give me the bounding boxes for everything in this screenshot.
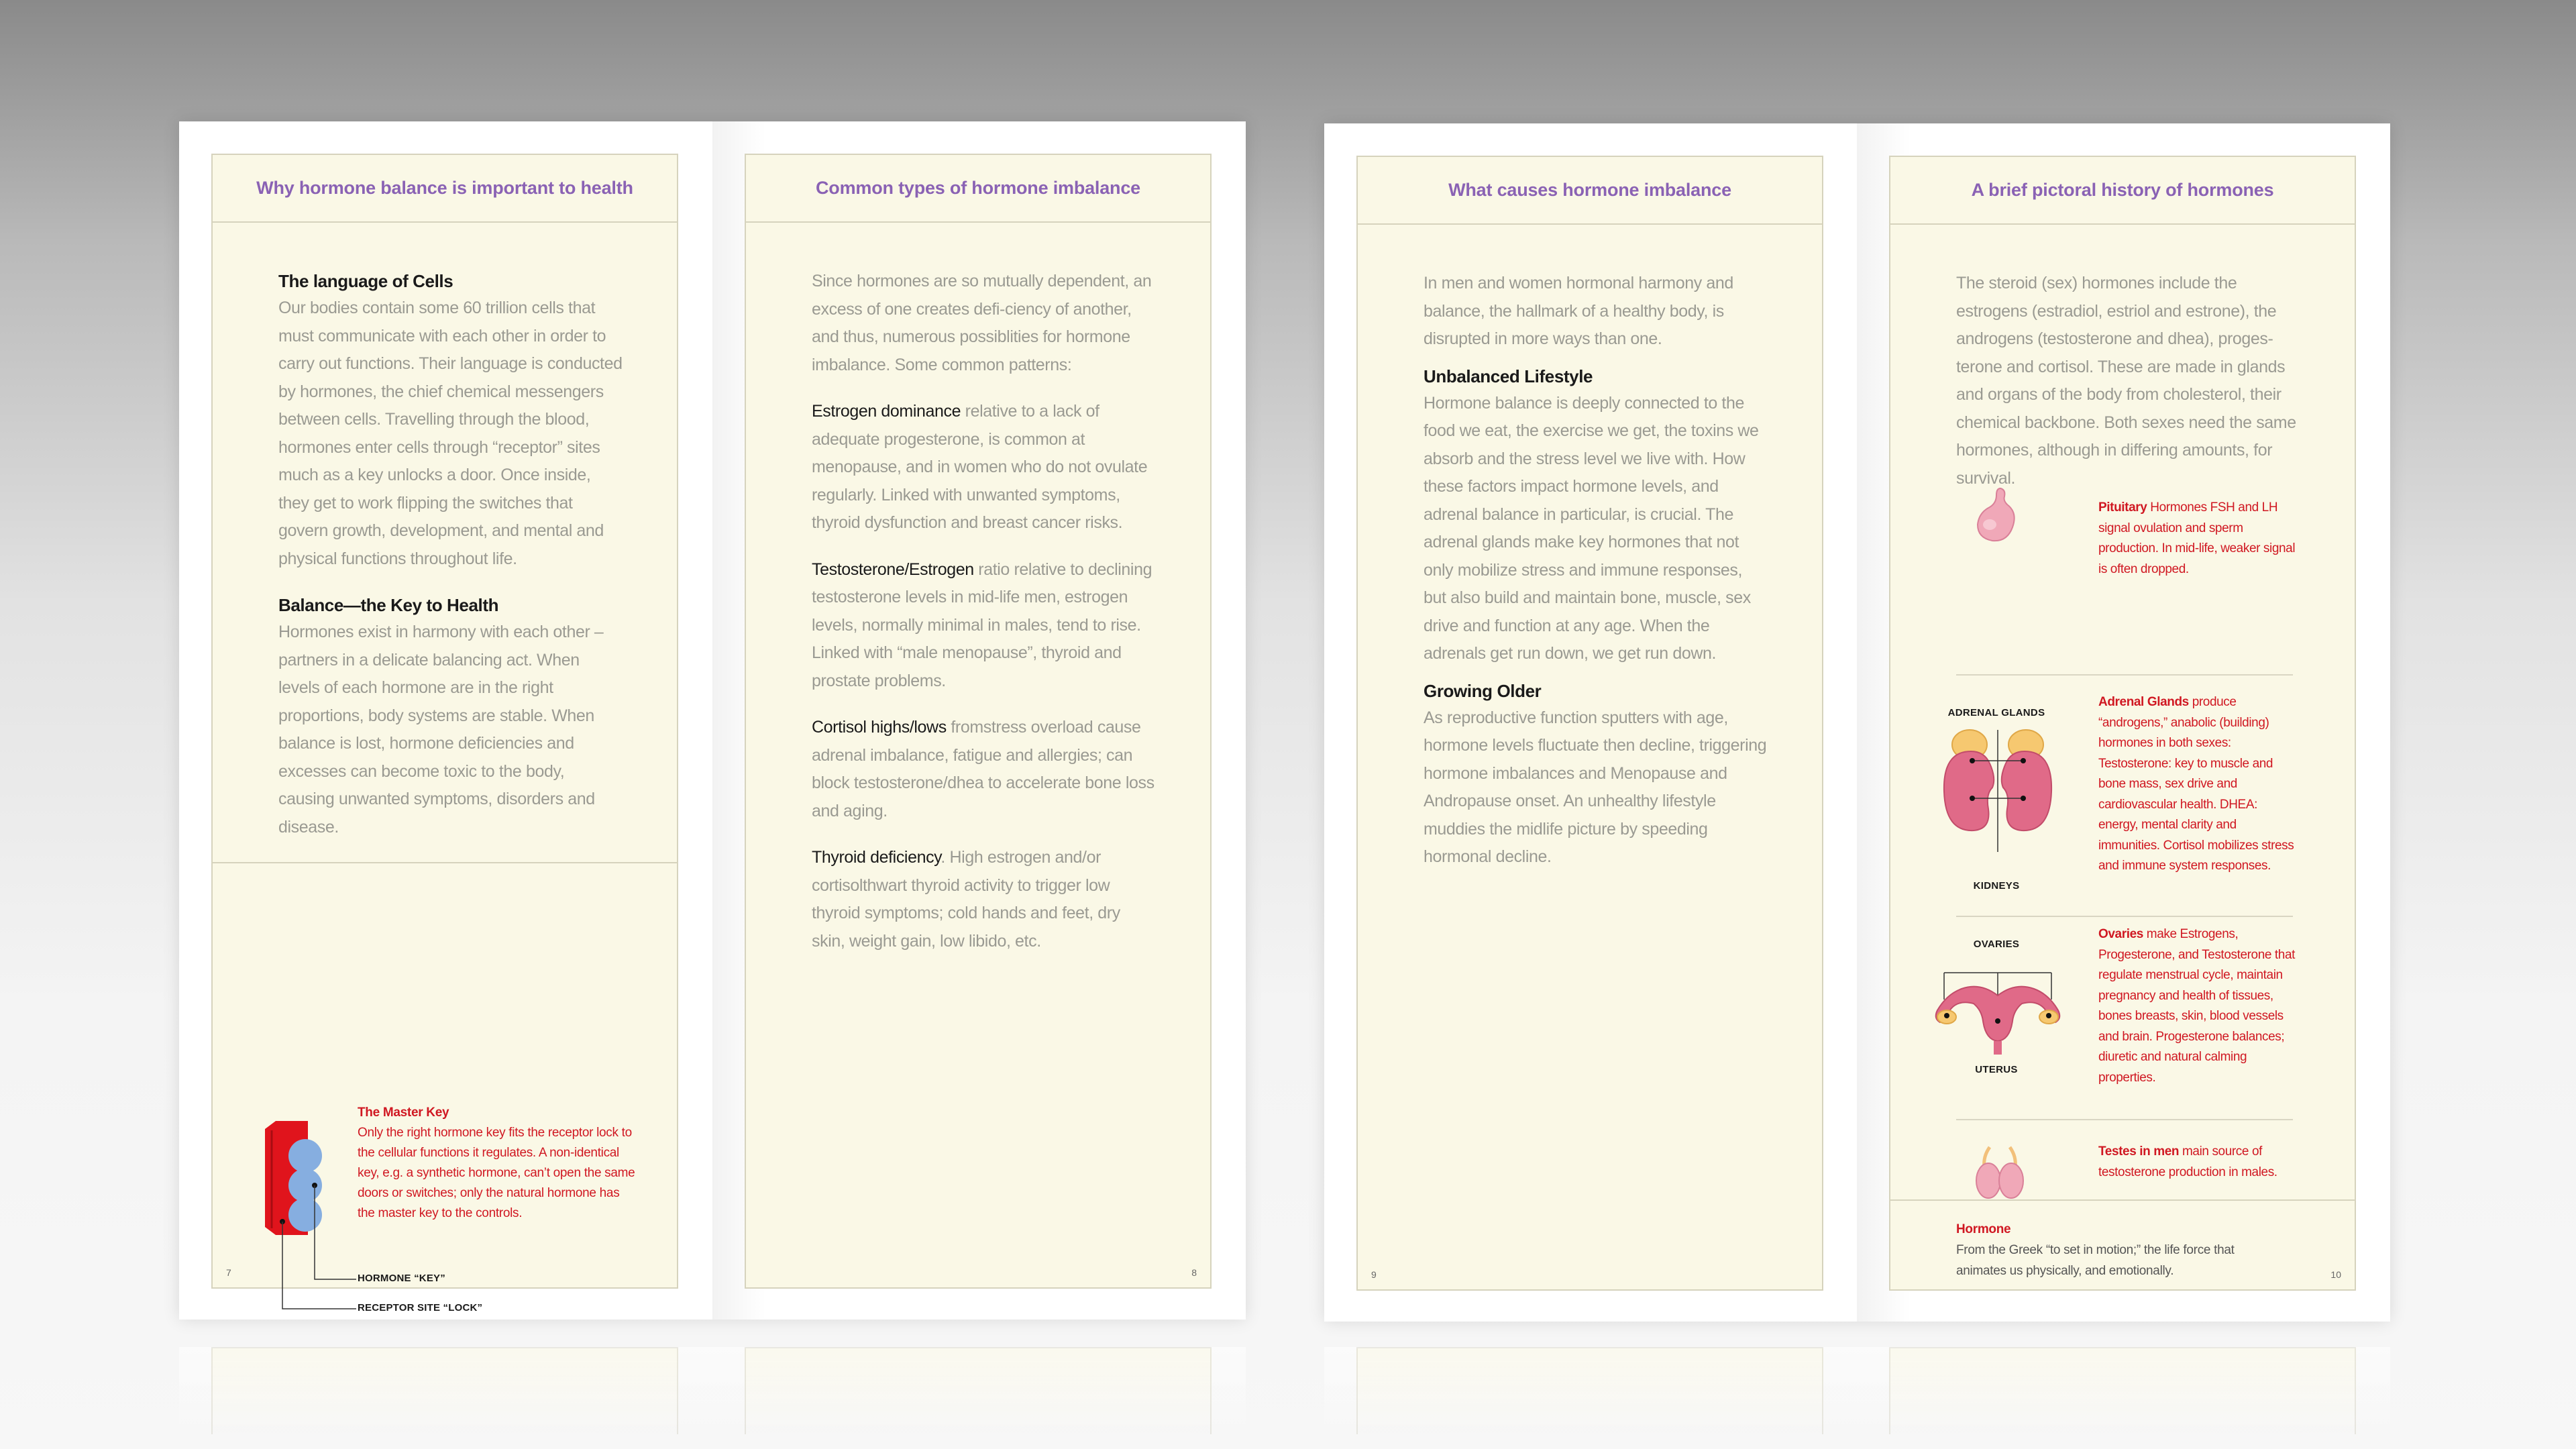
master-key-caption [358, 1103, 639, 1224]
master-key-title: The Master Key [358, 1106, 449, 1120]
page-10 [1889, 156, 2356, 1291]
organ-name: Testes in men [2098, 1144, 2180, 1159]
definition-text: From the Greek “to set in motion;” the life force that animates us physically, and emotionally. [1956, 1243, 2235, 1278]
pattern-lead: Testosterone/Estrogen [812, 559, 974, 579]
section-heading: Growing Older [1424, 680, 1542, 701]
pattern-text: relative to a lack of adequate progesterone, is common at menopause, and in women who do not ovulate regularly. Linked with unwanted symptoms, thyroid dysfunction and breast cancer risks. [812, 402, 1148, 532]
label-hormone-key: HORMONE “KEY” [358, 1273, 445, 1284]
page-title: Why hormone balance is important to health [213, 155, 677, 223]
organ-testes [2098, 1142, 2300, 1183]
divider [1890, 1199, 2355, 1201]
ovaries-uterus-icon [1924, 957, 2072, 1057]
pattern-text: . High estrogen and/or cortisolthwart thyroid activity to trigger low thyroid symptoms; cold hands and feet, dry skin, weight gain, low libido, etc. [812, 848, 1120, 951]
label-uterus: UTERUS [1975, 1064, 2018, 1075]
page-title: Common types of hormone imbalance [746, 155, 1210, 223]
definition-term: Hormone [1956, 1222, 2011, 1236]
reflection-page [1889, 1347, 2356, 1434]
label-kidneys: KIDNEYS [1973, 880, 2020, 892]
hormone-definition [1956, 1219, 2265, 1281]
section-heading: Balance—the Key to Health [278, 595, 499, 615]
section-text: Hormone balance is deeply connected to the food we eat, the exercise we get, the toxins we absorb and the stress level we live with. How these factors impact hormone levels, and adrenal balance in particular, is crucial. The adrenal glands make key hormones that not only mobilize stress and immune responses, but also build and maintain bone, muscle, sex drive and function at any age. When the adrenals get run down, we get run down. [1424, 393, 1759, 663]
testes-icon [1970, 1143, 2030, 1203]
reflection-right [1324, 1347, 2390, 1434]
intro-text: Since hormones are so mutually dependent, an excess of one creates defi-ciency of another, and thus, numerous possiblities for hormone imbalance. Some common patterns: [812, 272, 1152, 374]
organ-separator [1956, 916, 2293, 917]
page-9 [1356, 156, 1823, 1291]
pattern-cortisol [812, 714, 1157, 825]
page-body [1424, 270, 1768, 890]
left-spread [179, 121, 1246, 1320]
organ-ovaries [2098, 924, 2300, 1088]
master-key-text: Only the right hormone key fits the receptor lock to the cellular functions it regulates. A non-identical key, e.g. a synthetic hormone, can’t open the same doors or switches; only the natural hormone has the master key to the controls. [358, 1126, 635, 1220]
organ-text: produce “androgens,” anabolic (building) hormones in both sexes: Testosterone: key to muscle and bone mass, sex drive and cardiovascular health. DHEA: energy, mental clarity and immunities. Cortisol mobilizes stress and immune system responses. [2098, 695, 2294, 873]
organ-name: Adrenal Glands [2098, 695, 2189, 709]
pattern-text: ratio relative to declining testosterone levels in mid-life men, estrogen levels, normally minimal in males, tend to rise. Linked with “male menopause”, thyroid and prostate problems. [812, 559, 1152, 690]
pattern-testosterone [812, 556, 1157, 696]
intro-text: The steroid (sex) hormones include the estrogens (estradiol, estriol and estrone), the androgens (testosterone and dhea), proges-terone and cortisol. These are made in glands and organs of the body from cholesterol, their chemical backbone. Both sexes need the same hormones, although in differing amounts, for survival. [1956, 274, 2296, 488]
pattern-lead: Thyroid deficiency [812, 848, 941, 867]
page-title: What causes hormone imbalance [1358, 157, 1822, 225]
organ-pituitary [2098, 498, 2300, 580]
divider [213, 862, 677, 863]
master-key-illustration [265, 1121, 359, 1322]
section-text: Our bodies contain some 60 trillion cells that must communicate with each other in order to carry out functions. Their language is conducted by hormones, the chief chemical messengers between cells. Travelling through the blood, hormones enter cells through “receptor” sites much as a key unlocks a door. Once inside, they get to work flipping the switches that govern growth, development, and mental and physical functions throughout life. [278, 299, 623, 568]
organ-text: main source of testosterone production in males. [2098, 1144, 2277, 1179]
organ-name: Pituitary [2098, 500, 2147, 515]
hormone-key-top [288, 1139, 322, 1173]
right-spread [1324, 123, 2390, 1322]
section-text: Hormones exist in harmony with each other – partners in a delicate balancing act. When levels of each hormone are in the right proportions, body systems are stable. When balance is lost, hormone deficiencies and excesses can become toxic to the body, causing unwanted symptoms, disorders and disease. [278, 623, 604, 837]
hormone-key-bottom [288, 1198, 322, 1232]
organ-text: Hormones FSH and LH signal ovulation and sperm production. In mid-life, weaker signal is often dropped. [2098, 500, 2296, 576]
section-heading: Unbalanced Lifestyle [1424, 366, 1593, 386]
organ-separator [1956, 1119, 2293, 1120]
intro-text: In men and women hormonal harmony and balance, the hallmark of a healthy body, is disrupted in more ways than one. [1424, 274, 1733, 348]
label-adrenal-glands: ADRENAL GLANDS [1947, 707, 2045, 718]
pattern-text: fromstress overload cause adrenal imbalance, fatigue and allergies; can block testosterone/dhea to accelerate bone loss and aging. [812, 718, 1155, 820]
page-number: 7 [226, 1267, 231, 1278]
page-body [1956, 270, 2301, 511]
reflection-page [1356, 1347, 1823, 1434]
page-number: 10 [2330, 1269, 2341, 1280]
pattern-lead: Cortisol highs/lows [812, 718, 947, 737]
section-text: As reproductive function sputters with age, hormone levels fluctuate then decline, triggering hormone imbalances and Menopause and Andropause onset. An unhealthy lifestyle muddies the midlife picture by speeding hormonal decline. [1424, 708, 1767, 866]
key-leader-line [315, 1185, 356, 1279]
label-receptor-lock: RECEPTOR SITE “LOCK” [358, 1302, 483, 1313]
section-heading: The language of Cells [278, 271, 453, 291]
page-number: 9 [1371, 1269, 1377, 1280]
pattern-thyroid [812, 844, 1157, 955]
reflection-page [211, 1347, 678, 1434]
pattern-lead: Estrogen dominance [812, 402, 961, 421]
reflection-page [745, 1347, 1212, 1434]
pattern-estrogen [812, 398, 1157, 537]
page-body [812, 268, 1157, 974]
page-8 [745, 154, 1212, 1289]
page-body [278, 268, 623, 860]
pituitary-icon [1970, 486, 2023, 546]
page-number: 8 [1191, 1267, 1197, 1278]
organ-name: Ovaries [2098, 927, 2143, 941]
organ-separator [1956, 674, 2293, 676]
organ-adrenal [2098, 692, 2300, 877]
organ-text: make Estrogens, Progesterone, and Testosterone that regulate menstrual cycle, maintain pregnancy and health of tissues, bones breasts, skin, blood vessels and brain. Progesterone balances; diuretic and natural calming properties. [2098, 927, 2296, 1085]
label-ovaries: OVARIES [1973, 938, 2020, 950]
reflection-left [179, 1347, 1246, 1434]
adrenal-kidney-icon [1931, 724, 2065, 859]
page-7 [211, 154, 678, 1313]
page-title: A brief pictoral history of hormones [1890, 157, 2355, 225]
